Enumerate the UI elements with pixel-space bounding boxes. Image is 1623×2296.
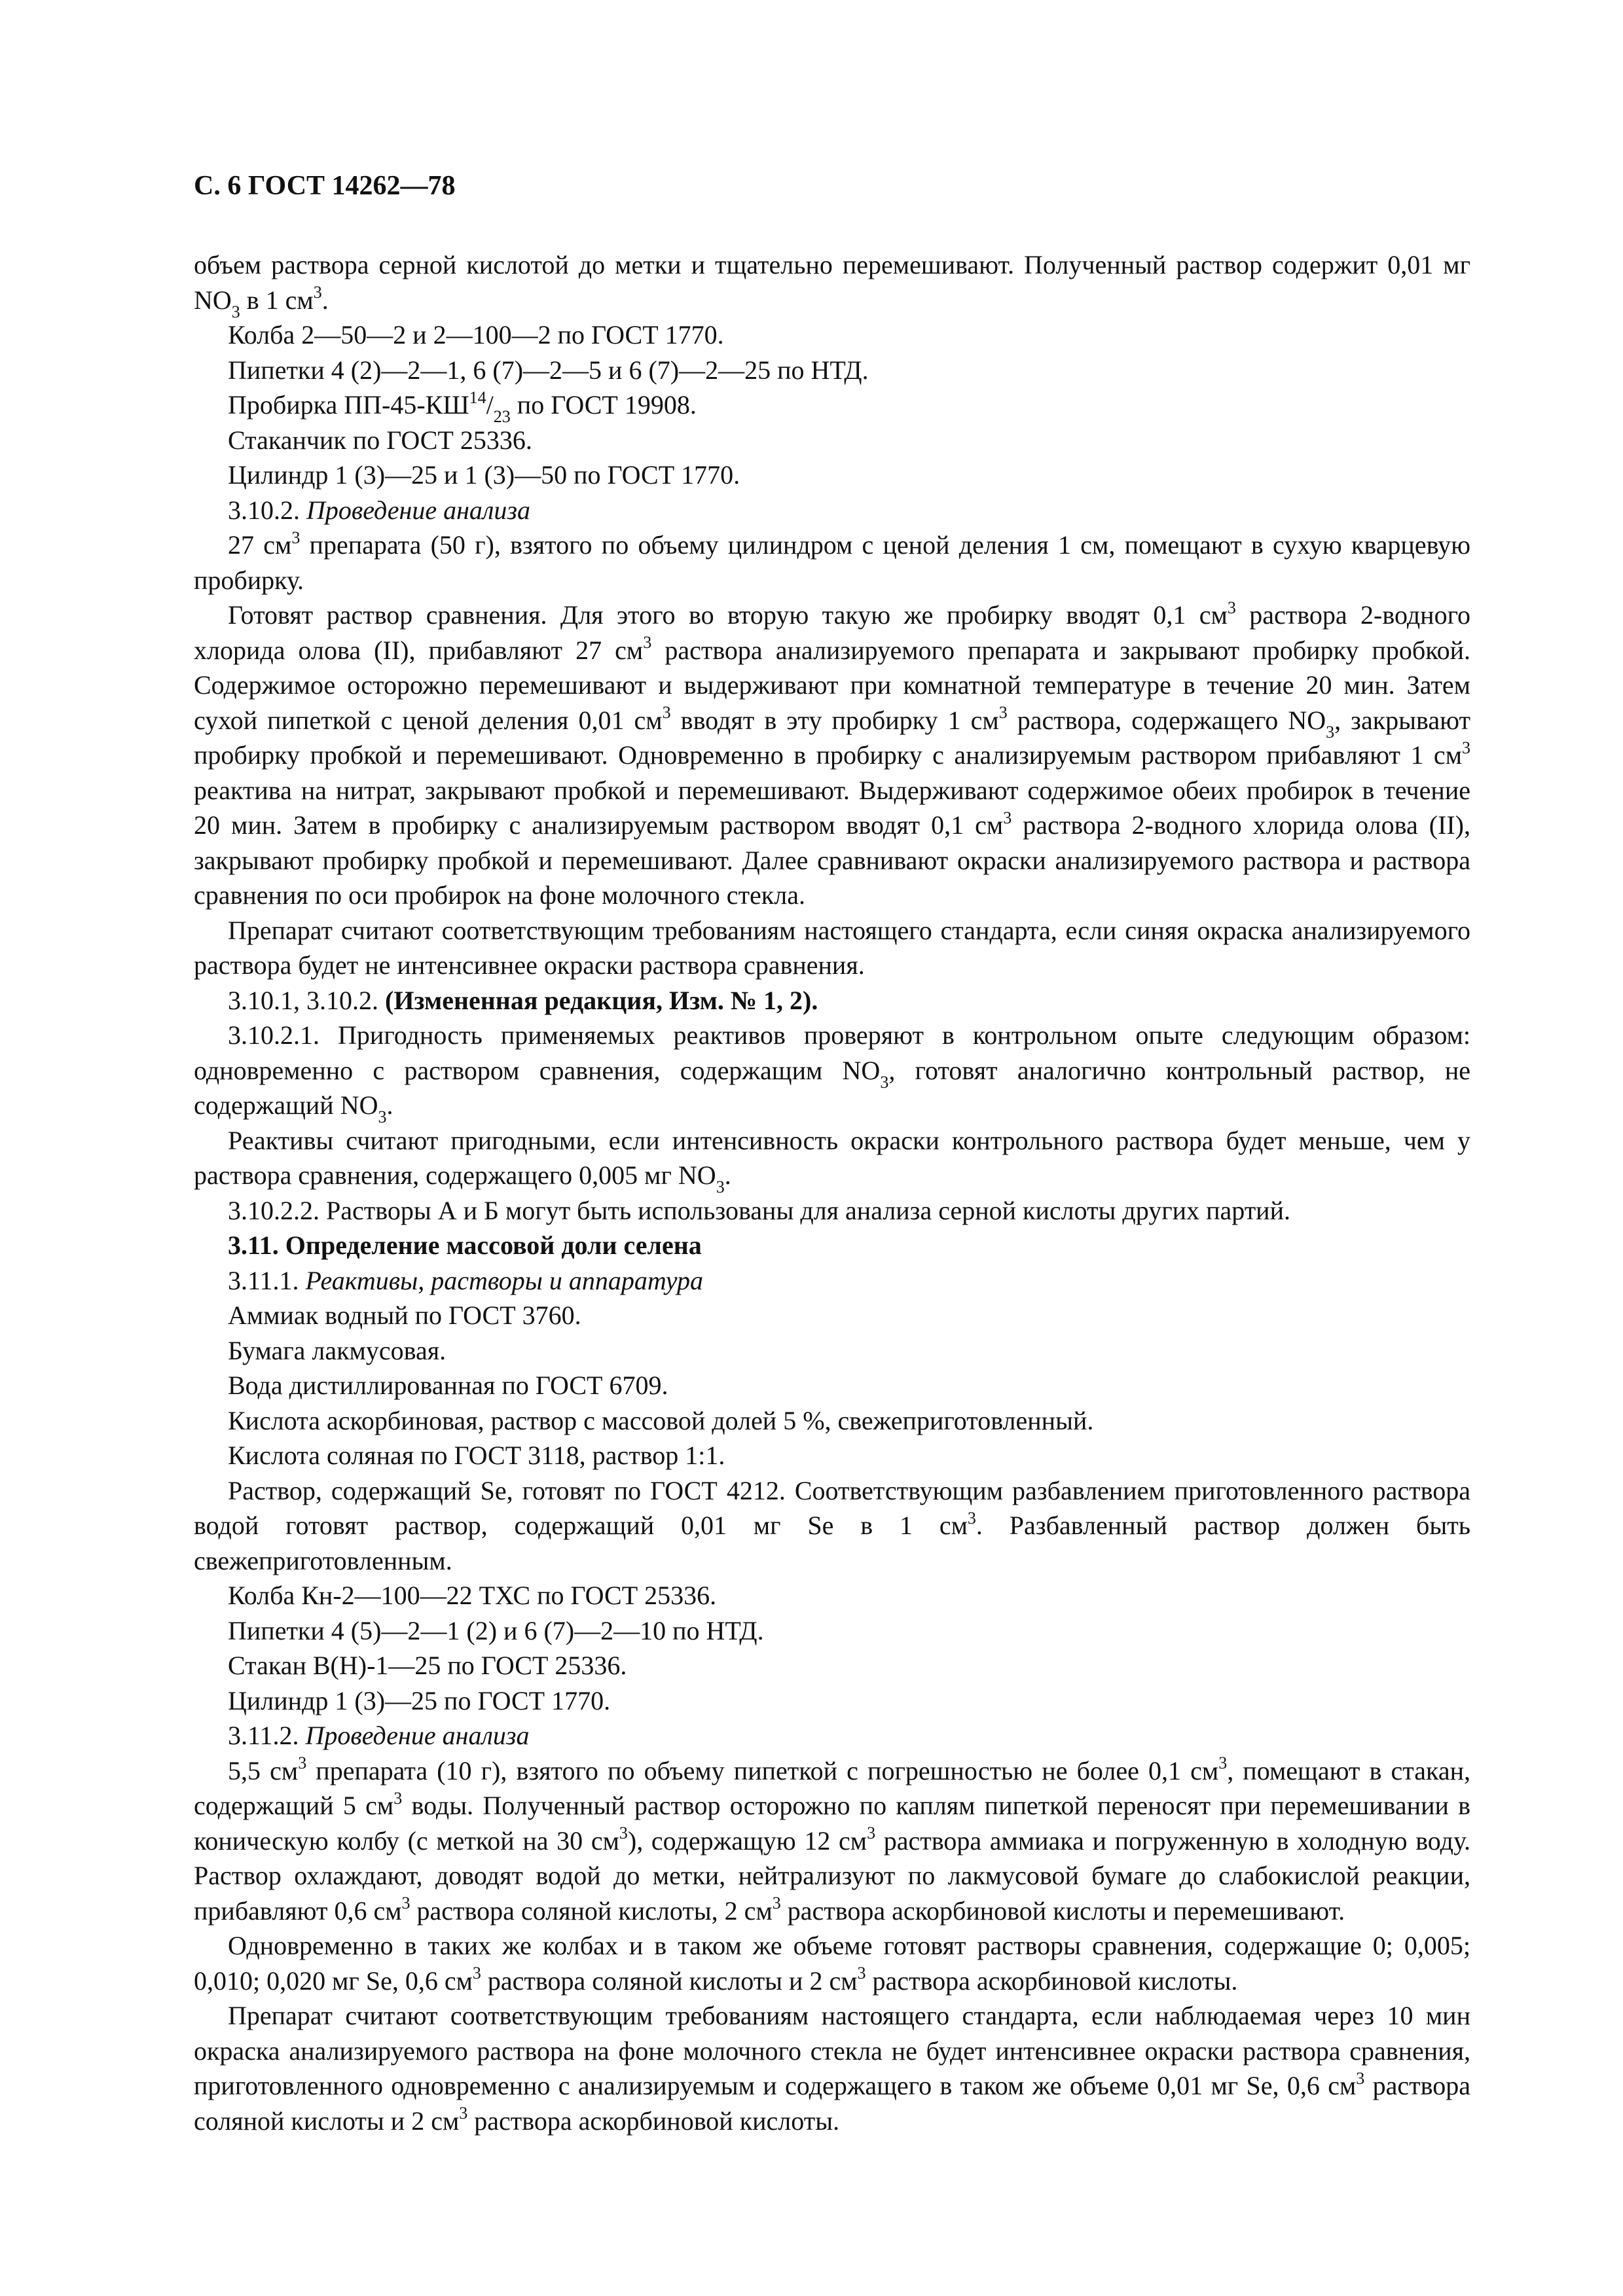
- paragraph-5-5cm3: [194, 1753, 1470, 1929]
- text: , готовят аналогично контрольный раствор, не содержащий NO: [194, 1055, 1470, 1120]
- subscript: 3: [378, 1107, 387, 1126]
- item-hcl: Кислота соляная по ГОСТ 3118, раствор 1:1.: [228, 1441, 725, 1470]
- item-water: Вода дистиллированная по ГОСТ 6709.: [228, 1371, 668, 1400]
- item-cylinder: Цилиндр 1 (3)—25 и 1 (3)—50 по ГОСТ 1770.: [228, 460, 740, 490]
- text: 5,5 см: [228, 1755, 299, 1785]
- section-title: Реактивы, растворы и аппаратура: [305, 1265, 703, 1295]
- section-3-11-2: [194, 1718, 1470, 1753]
- paragraph-acceptance-final: [194, 1998, 1470, 2138]
- text: препарата (10 г), взятого по объему пипеткой с погрешностью не более 0,1 см: [306, 1755, 1219, 1785]
- superscript: 3: [1227, 598, 1236, 617]
- superscript: 3: [1356, 2068, 1365, 2088]
- paragraph-reagents-suitable: [194, 1123, 1470, 1196]
- item-flask: Колба 2—50—2 и 2—100—2 по ГОСТ 1770.: [228, 320, 724, 350]
- subscript: 23: [493, 407, 511, 426]
- superscript: 3: [298, 1753, 307, 1773]
- section-title: Проведение анализа: [306, 495, 530, 525]
- subscript: 3: [1326, 722, 1335, 742]
- text: реактива на нитрат, закрывают пробкой и перемешивают. Выдерживают содержимое обеих пробирок в течение 20 мин. Затем в пробирку с анализируемым раствором вводят 0,1 см: [194, 775, 1470, 840]
- text: раствора соляной кислоты и 2 см: [481, 1965, 858, 1996]
- text: раствора 2-водного хлорида олова (II), закрывают пробирку пробкой и перемешивают. Далее сравнивают окраски анализируемого раствора и раствора сравнения по оси пробирок на фоне молочного стекла.: [194, 810, 1471, 910]
- superscript: 3: [393, 1788, 403, 1808]
- page-header: С. 6 ГОСТ 14262—78: [194, 171, 456, 201]
- text: вводят в эту пробирку 1 см: [670, 705, 999, 735]
- text: раствора, содержащего NO: [1007, 705, 1326, 735]
- amendment-note: [194, 983, 1470, 1018]
- document-page: [194, 169, 1470, 2138]
- item-beaker-2: Стакан В(Н)-1—25 по ГОСТ 25336.: [228, 1651, 627, 1680]
- superscript: 3: [1218, 1753, 1228, 1773]
- superscript: 3: [643, 633, 652, 653]
- text: .: [386, 1090, 393, 1120]
- superscript: 3: [401, 1893, 410, 1913]
- item-flask-2: Колба Кн-2—100—22 ТХС по ГОСТ 25336.: [228, 1581, 717, 1610]
- text: . Разбавленный раствор должен быть свежеприготовленным.: [194, 1511, 1470, 1575]
- text: , помещают в стакан, содержащий 5 см: [194, 1755, 1470, 1820]
- item-beaker: Стаканчик по ГОСТ 25336.: [228, 425, 532, 455]
- text: раствора 2-водного хлорида олова (II), прибавляют 27 см: [194, 600, 1470, 665]
- text: раствора аскорбиновой кислоты и перемешивают.: [780, 1895, 1345, 1926]
- text: Одновременно в таких же колбах и в таком же объеме готовят растворы сравнения, содержащие 0; 0,005; 0,010; 0,020 мг Se, 0,6 см: [194, 1931, 1470, 1996]
- subscript: 3: [716, 1177, 725, 1196]
- text: , закрывают пробирку пробкой и перемешивают. Одновременно в пробирку с анализируемым раствором прибавляют 1 см: [194, 705, 1470, 770]
- paragraph-3-10-2-1: [194, 1018, 1470, 1126]
- text: препарата (50 г), взятого по объему цилиндром с ценой деления 1 см, помещают в сухую кварцевую пробирку.: [194, 530, 1470, 595]
- text: раствора соляной кислоты, 2 см: [410, 1895, 773, 1926]
- item-pipettes: Пипетки 4 (2)—2—1, 6 (7)—2—5 и 6 (7)—2—25 по НТД.: [228, 355, 869, 385]
- section-3-11-heading: 3.11. Определение массовой доли селена: [228, 1230, 702, 1260]
- text: раствора анализируемого препарата и закрывают пробирку пробкой. Содержимое осторожно перемешивают и выдерживают при комнатной температуре в течение 20 мин. Затем сухой пипеткой с ценой деления 0,01 см: [194, 635, 1471, 735]
- text: раствора соляной кислоты и 2 см: [194, 2071, 1471, 2136]
- superscript: 3: [857, 1964, 866, 1983]
- text: .: [321, 285, 329, 315]
- text: Реактивы считают пригодными, если интенсивность окраски контрольного раствора будет меньше, чем у раствора сравнения, содержащего 0,005 мг NO: [194, 1125, 1470, 1190]
- superscript: 3: [619, 1823, 628, 1843]
- superscript: 3: [291, 528, 301, 547]
- superscript: 3: [313, 283, 322, 302]
- section-number: 3.11.1.: [228, 1265, 306, 1295]
- text: Готовят раствор сравнения. Для этого во вторую такую же пробирку вводят 0,1 см: [228, 600, 1228, 630]
- section-number: 3.10.1, 3.10.2.: [228, 985, 385, 1015]
- item-pipettes-2: Пипетки 4 (5)—2—1 (2) и 6 (7)—2—10 по НТД.: [228, 1615, 764, 1645]
- section-3-11-1: [194, 1263, 1470, 1299]
- text: раствора аммиака и погруженную в холодную воду. Раствор охлаждают, доводят водой до метки, нейтрализуют по лакмусовой бумаге до слабокислой реакции, прибавляют 0,6 см: [194, 1825, 1471, 1926]
- superscript: 14: [469, 387, 486, 407]
- text: Раствор, содержащий Se, готовят по ГОСТ 4212. Соответствующим разбавлением приготовленного раствора водой готовят раствор, содержащий 0,01 мг Se в 1 см: [194, 1475, 1470, 1540]
- paragraph-simultaneous: [194, 1928, 1470, 1998]
- item-cylinder-2: Цилиндр 1 (3)—25 по ГОСТ 1770.: [228, 1685, 611, 1715]
- superscript: 3: [867, 1823, 876, 1843]
- paragraph-comparison: [194, 598, 1470, 913]
- item-test-tube: [194, 387, 1470, 426]
- subscript: 3: [880, 1072, 889, 1092]
- text: раствора аскорбиновой кислоты.: [866, 1965, 1238, 1996]
- section-3-10-2: [194, 493, 1470, 528]
- superscript: 3: [1462, 738, 1470, 757]
- superscript: 3: [459, 2104, 468, 2123]
- text: ), содержащую 12 см: [627, 1825, 867, 1856]
- paragraph-27cm3: [194, 528, 1470, 598]
- superscript: 3: [772, 1893, 781, 1913]
- item-litmus: Бумага лакмусовая.: [228, 1335, 447, 1365]
- paragraph-se-solution: [194, 1473, 1470, 1579]
- amendment-text: (Измененная редакция, Изм. № 1, 2).: [385, 985, 818, 1015]
- text: воды. Полученный раствор осторожно по каплям пипеткой переносят при перемешивании в коническую колбу (с меткой на 30 см: [194, 1791, 1470, 1856]
- superscript: 3: [662, 703, 671, 723]
- text: 3.10.2.1. Пригодность применяемых реактивов проверяют в контрольном опыте следующим образом: одновременно с раствором сравнения, содержащим NO: [194, 1020, 1470, 1085]
- section-number: 3.11.2.: [228, 1721, 306, 1750]
- paragraph-intro: [194, 247, 1470, 321]
- text: 27 см: [228, 530, 292, 560]
- superscript: 3: [1003, 808, 1012, 827]
- section-number: 3.10.2.: [228, 495, 306, 525]
- text: Препарат считают соответствующим требованиям настоящего стандарта, если наблюдаемая через 10 мин окраска анализируемого раствора на фоне молочного стекла не будет интенсивнее окраски раствора сравнения, приготовленного одновременно с анализируемым и содержащего в таком же объеме 0,01 мг Se, 0,6 см: [194, 2001, 1470, 2100]
- paragraph-3-10-2-2: 3.10.2.2. Растворы А и Б могут быть использованы для анализа серной кислоты других партий.: [228, 1195, 1290, 1225]
- text: в 1 см: [240, 285, 314, 315]
- text: объем раствора серной кислотой до метки и тщательно перемешивают. Полученный раствор содержит 0,01 мг NO: [194, 250, 1470, 315]
- section-title: Проведение анализа: [305, 1721, 530, 1750]
- item-ammonia: Аммиак водный по ГОСТ 3760.: [228, 1300, 581, 1330]
- superscript: 3: [472, 1964, 481, 1983]
- text: раствора аскорбиновой кислоты.: [467, 2106, 840, 2136]
- text: .: [724, 1160, 731, 1190]
- subscript: 3: [231, 302, 240, 321]
- paragraph-acceptance-1: Препарат считают соответствующим требованиям настоящего стандарта, если синяя окраска анализируемого раствора будет не интенсивнее окраски раствора сравнения.: [194, 915, 1470, 980]
- superscript: 3: [967, 1508, 976, 1528]
- item-ascorbic: Кислота аскорбиновая, раствор с массовой долей 5 %, свежеприготовленный.: [228, 1405, 1094, 1435]
- text: по ГОСТ 19908.: [510, 390, 697, 420]
- superscript: 3: [998, 703, 1008, 723]
- text: Пробирка ПП-45-КШ: [228, 390, 469, 420]
- text: /: [486, 390, 494, 420]
